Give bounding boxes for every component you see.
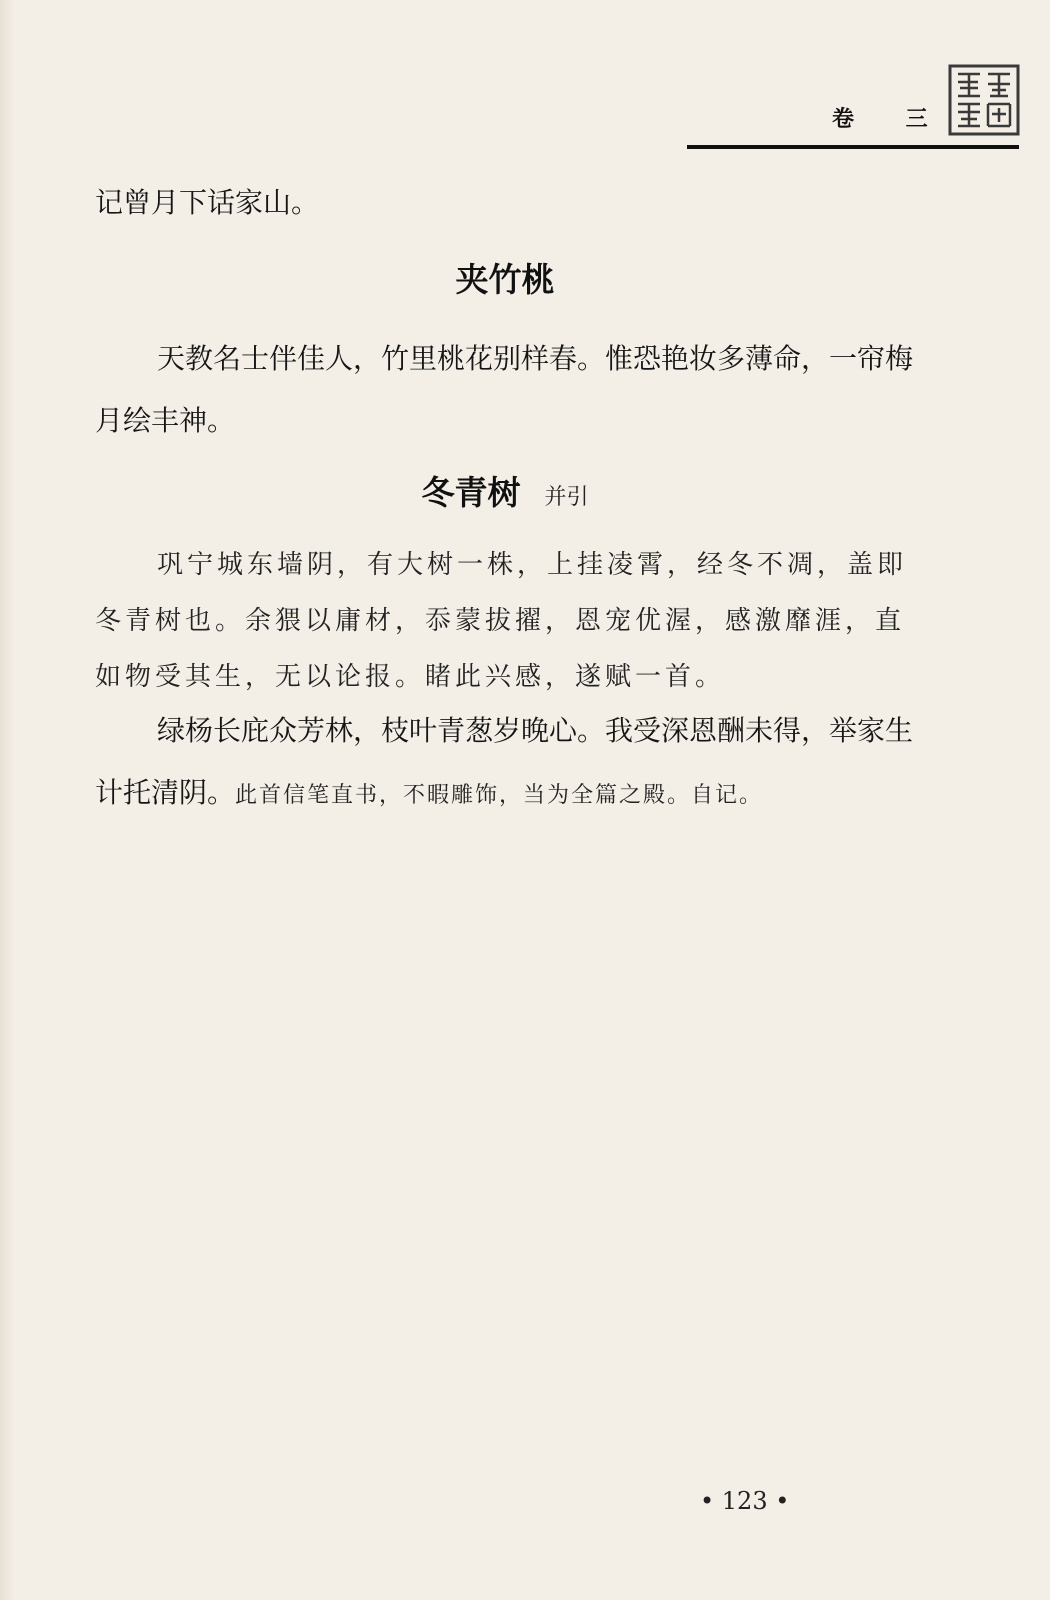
poem-preface: 巩宁城东墙阴，有大树一株，上挂凌霄，经冬不凋，盖即冬青树也。余猥以庸材，忝蒙拔擢，恩宠优渥，感激靡涯，直如物受其生，无以论报。睹此兴感，遂赋一首。 (95, 550, 908, 692)
page-number: • 123 • (700, 1487, 790, 1515)
poem-text-body: 绿杨长庇众芳林，枝叶青葱岁晚心。我受深恩酬未得，举家生计托清阴。 (95, 714, 914, 809)
section-label: 卷 三 (832, 107, 950, 132)
poem-title (0, 254, 1010, 301)
poem-title-text: 冬青树 (421, 473, 521, 512)
header-rule (687, 145, 1019, 149)
poem-text (95, 700, 925, 827)
page-edge (0, 0, 14, 1600)
author-note: 此首信笔直书，不暇雕饰，当为全篇之殿。自记。 (235, 783, 764, 808)
continuation-line: 记曾月下话家山。 (95, 186, 320, 219)
publisher-seal-icon (948, 64, 1020, 136)
title-note: 并引 (544, 485, 589, 510)
poem-title-text: 夹竹桃 (455, 260, 555, 299)
poem-text: 天教名士伴佳人，竹里桃花别样春。惟恐艳妆多薄命，一帘梅月绘丰神。 (95, 342, 914, 437)
poem-title (0, 467, 1010, 514)
